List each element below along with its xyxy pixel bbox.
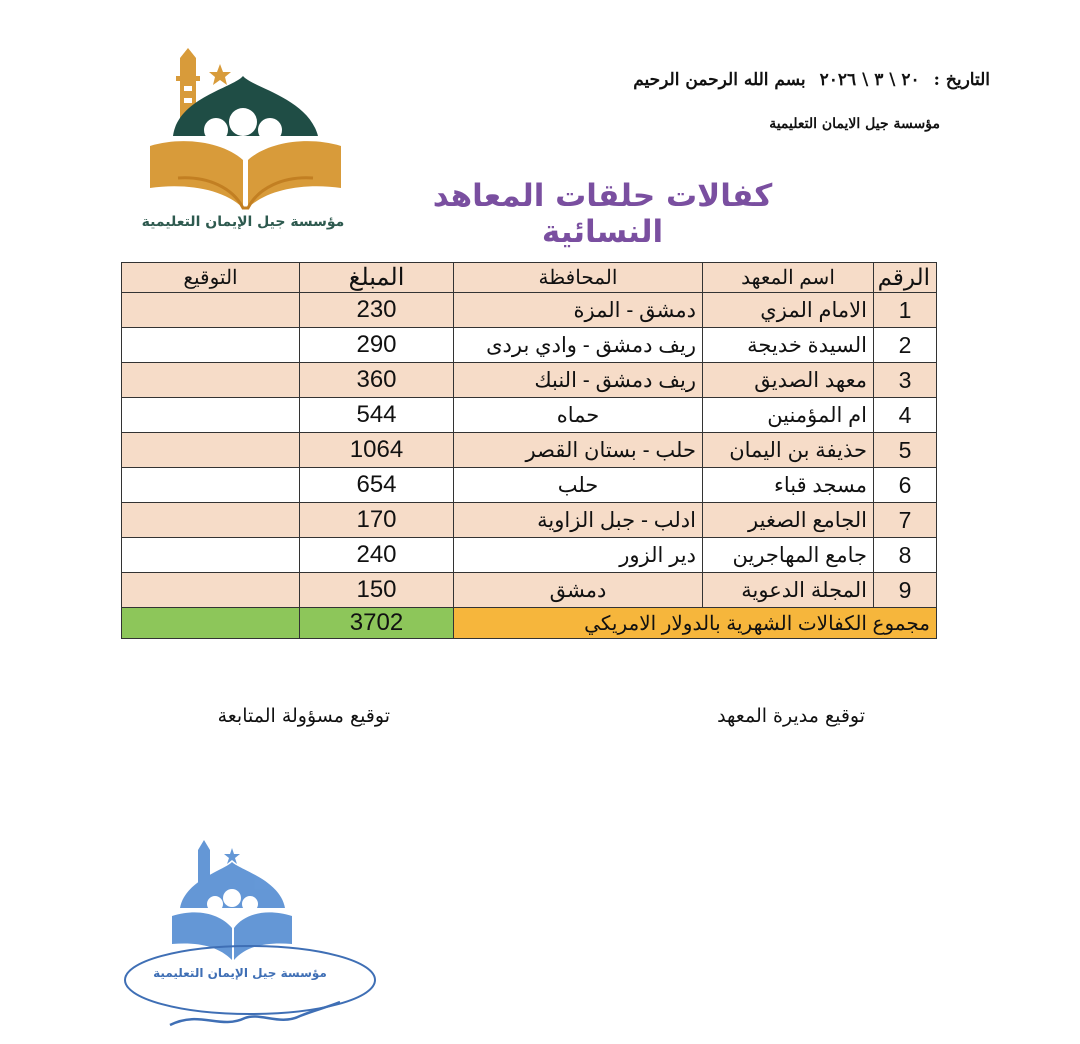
- row-num: 7: [874, 503, 937, 538]
- row-signature-cell: [122, 573, 300, 608]
- table-row: [122, 538, 937, 573]
- table-row: [122, 503, 937, 538]
- total-amount: 3702: [300, 608, 454, 639]
- row-signature-cell: [122, 538, 300, 573]
- col-header-governorate: المحافظة: [454, 263, 703, 293]
- row-num: 2: [874, 328, 937, 363]
- row-governorate: دمشق: [454, 573, 703, 608]
- row-amount: 290: [300, 328, 454, 363]
- row-amount: 1064: [300, 433, 454, 468]
- row-governorate: حماه: [454, 398, 703, 433]
- table-row: [122, 363, 937, 398]
- table-row: [122, 293, 937, 328]
- row-governorate: حلب: [454, 468, 703, 503]
- table-row: [122, 468, 937, 503]
- table-row: [122, 398, 937, 433]
- row-num: 8: [874, 538, 937, 573]
- row-amount: 544: [300, 398, 454, 433]
- row-signature-cell: [122, 468, 300, 503]
- official-stamp: [110, 830, 410, 1040]
- date-label: التاريخ :: [933, 70, 990, 90]
- supervisor-signature-label: توقيع مسؤولة المتابعة: [217, 705, 390, 727]
- row-amount: 360: [300, 363, 454, 398]
- row-governorate: دير الزور: [454, 538, 703, 573]
- row-institute: السيدة خديجة: [703, 328, 874, 363]
- row-institute: ام المؤمنين: [703, 398, 874, 433]
- row-signature-cell: [122, 328, 300, 363]
- row-signature-cell: [122, 503, 300, 538]
- table-row: [122, 433, 937, 468]
- table-row: [122, 573, 937, 608]
- row-governorate: حلب - بستان القصر: [454, 433, 703, 468]
- row-institute: الجامع الصغير: [703, 503, 874, 538]
- row-amount: 654: [300, 468, 454, 503]
- table-row: [122, 328, 937, 363]
- row-governorate: ريف دمشق - النبك: [454, 363, 703, 398]
- organization-logo: [138, 48, 353, 238]
- row-signature-cell: [122, 433, 300, 468]
- col-header-amount: المبلغ: [300, 263, 454, 293]
- total-label: مجموع الكفالات الشهرية بالدولار الامريكي: [454, 608, 937, 639]
- basmala: بسم الله الرحمن الرحيم: [633, 70, 806, 90]
- row-num: 6: [874, 468, 937, 503]
- col-header-signature: التوقيع: [122, 263, 300, 293]
- header-date-line: [520, 70, 990, 90]
- col-header-num: الرقم: [874, 263, 937, 293]
- row-num: 5: [874, 433, 937, 468]
- row-institute: حذيفة بن اليمان: [703, 433, 874, 468]
- row-num: 4: [874, 398, 937, 433]
- row-institute: الامام المزي: [703, 293, 874, 328]
- row-governorate: ادلب - جبل الزاوية: [454, 503, 703, 538]
- col-header-institute: اسم المعهد: [703, 263, 874, 293]
- stamp-logo-icon: [110, 830, 410, 1040]
- stamp-text: مؤسسة جيل الإيمان التعليمية: [153, 966, 327, 980]
- row-amount: 150: [300, 573, 454, 608]
- sponsorship-table: [121, 262, 937, 639]
- row-institute: المجلة الدعوية: [703, 573, 874, 608]
- total-signature-cell: [122, 608, 300, 639]
- row-num: 3: [874, 363, 937, 398]
- row-institute: معهد الصديق: [703, 363, 874, 398]
- header-org-name: مؤسسة جيل الايمان التعليمية: [769, 116, 940, 132]
- table-header-row: [122, 263, 937, 293]
- director-signature-label: توقيع مديرة المعهد: [717, 705, 865, 727]
- row-amount: 240: [300, 538, 454, 573]
- date-value: ٢٠ \ ٣ \ ٢٠٢٦: [819, 70, 920, 90]
- logo-text: مؤسسة جيل الإيمان التعليمية: [141, 214, 345, 230]
- row-signature-cell: [122, 293, 300, 328]
- row-governorate: دمشق - المزة: [454, 293, 703, 328]
- total-row: [122, 608, 937, 639]
- row-num: 9: [874, 573, 937, 608]
- row-governorate: ريف دمشق - وادي بردى: [454, 328, 703, 363]
- logo-mosque-book-icon: [138, 48, 353, 238]
- row-signature-cell: [122, 398, 300, 433]
- row-num: 1: [874, 293, 937, 328]
- page-title: كفالات حلقات المعاهد النسائية: [432, 178, 773, 250]
- row-amount: 230: [300, 293, 454, 328]
- row-institute: مسجد قباء: [703, 468, 874, 503]
- row-institute: جامع المهاجرين: [703, 538, 874, 573]
- row-amount: 170: [300, 503, 454, 538]
- row-signature-cell: [122, 363, 300, 398]
